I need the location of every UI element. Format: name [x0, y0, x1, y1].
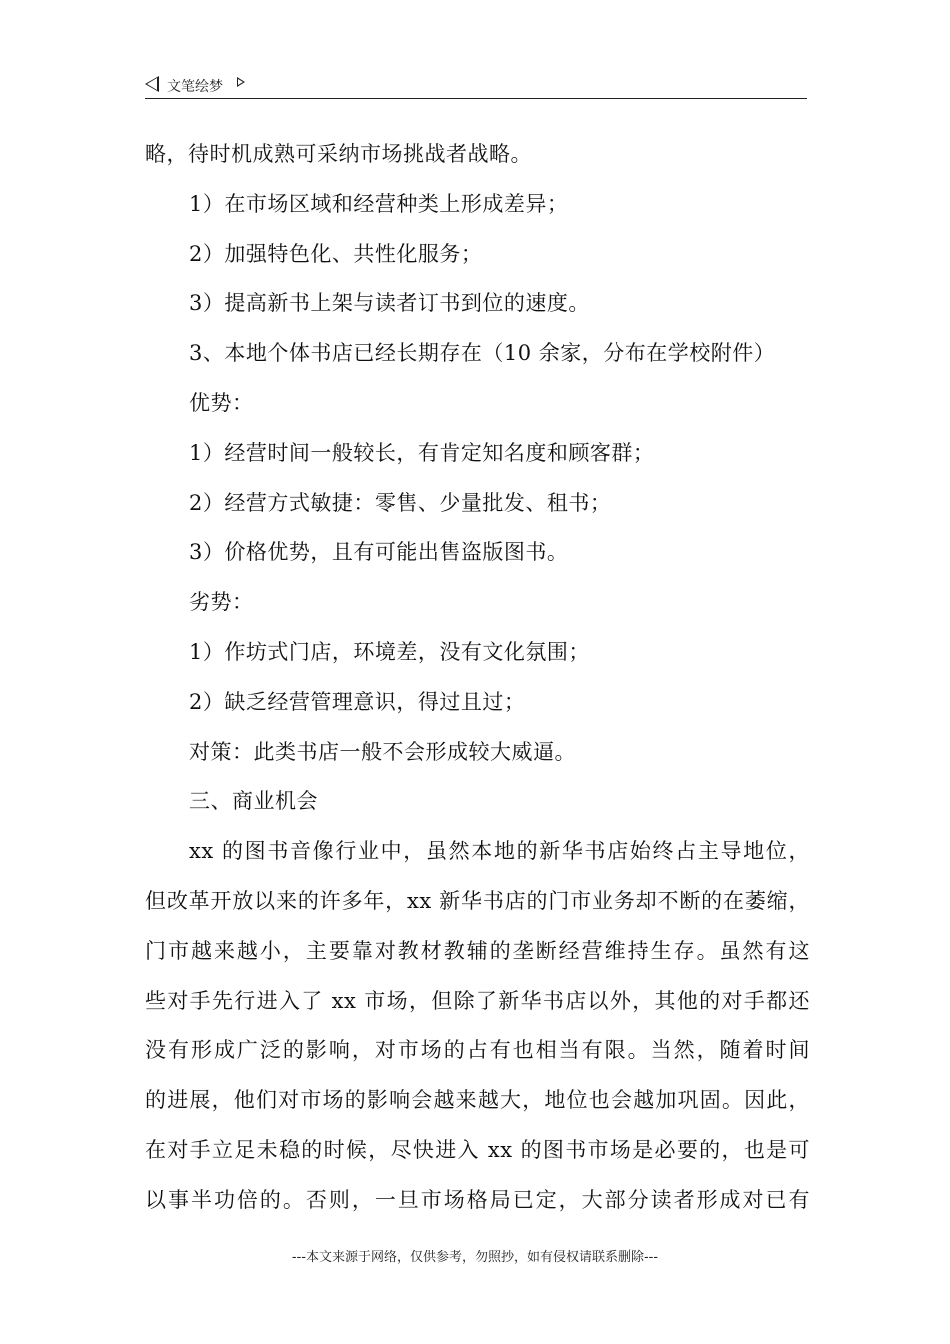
text-line: 1）经营时间一般较长，有肯定知名度和顾客群；	[189, 440, 655, 465]
document-body	[145, 130, 810, 1226]
text-line: 些对手先行进入了 xx 市场，但除了新华书店以外，其他的对手都还	[145, 988, 810, 1013]
text-line: 3、本地个体书店已经长期存在（10 余家，分布在学校附件）	[189, 341, 776, 366]
page-header	[145, 72, 807, 99]
page-footer: ---本文来源于网络，仅供参考，勿照抄，如有侵权请联系删除---	[291, 1250, 659, 1265]
text-line: 劣势：	[189, 590, 254, 615]
text-line: 以事半功倍的。否则，一旦市场格局已定，大部分读者形成对已有	[145, 1187, 810, 1212]
triangle-right-icon	[237, 77, 245, 87]
text-line: 的进展，他们对市场的影响会越来越大，地位也会越加巩固。因此，	[145, 1088, 810, 1113]
header-brand: 文笔绘梦	[167, 79, 223, 95]
text-line: 但改革开放以来的许多年，xx 新华书店的门市业务却不断的在萎缩，	[145, 888, 810, 913]
text-line: 3）提高新书上架与读者订书到位的速度。	[189, 291, 590, 316]
text-line: 略，待时机成熟可采纳市场挑战者战略。	[145, 142, 532, 166]
text-line: 门市越来越小，主要靠对教材教辅的垄断经营维持生存。虽然有这	[145, 938, 810, 963]
text-line: 2）缺乏经营管理意识，得过且过；	[189, 689, 526, 714]
text-line: 优势：	[189, 390, 254, 415]
text-line: 1）在市场区域和经营种类上形成差异；	[189, 191, 569, 216]
text-line: 没有形成广泛的影响，对市场的占有也相当有限。当然，随着时间	[145, 1038, 810, 1063]
text-line: 2）加强特色化、共性化服务；	[189, 241, 483, 266]
text-line: 对策：此类书店一般不会形成较大威逼。	[189, 739, 576, 764]
text-line: 1）作坊式门店，环境差，没有文化氛围；	[189, 639, 590, 664]
text-line: 2）经营方式敏捷：零售、少量批发、租书；	[189, 490, 612, 515]
text-line: 3）价格优势，且有可能出售盗版图书。	[189, 540, 569, 565]
triangle-left-icon	[145, 76, 159, 92]
text-line: 在对手立足未稳的时候，尽快进入 xx 的图书市场是必要的，也是可	[145, 1137, 810, 1162]
text-line: xx 的图书音像行业中，虽然本地的新华书店始终占主导地位，	[189, 839, 810, 864]
section-heading: 三、商业机会	[189, 789, 318, 814]
